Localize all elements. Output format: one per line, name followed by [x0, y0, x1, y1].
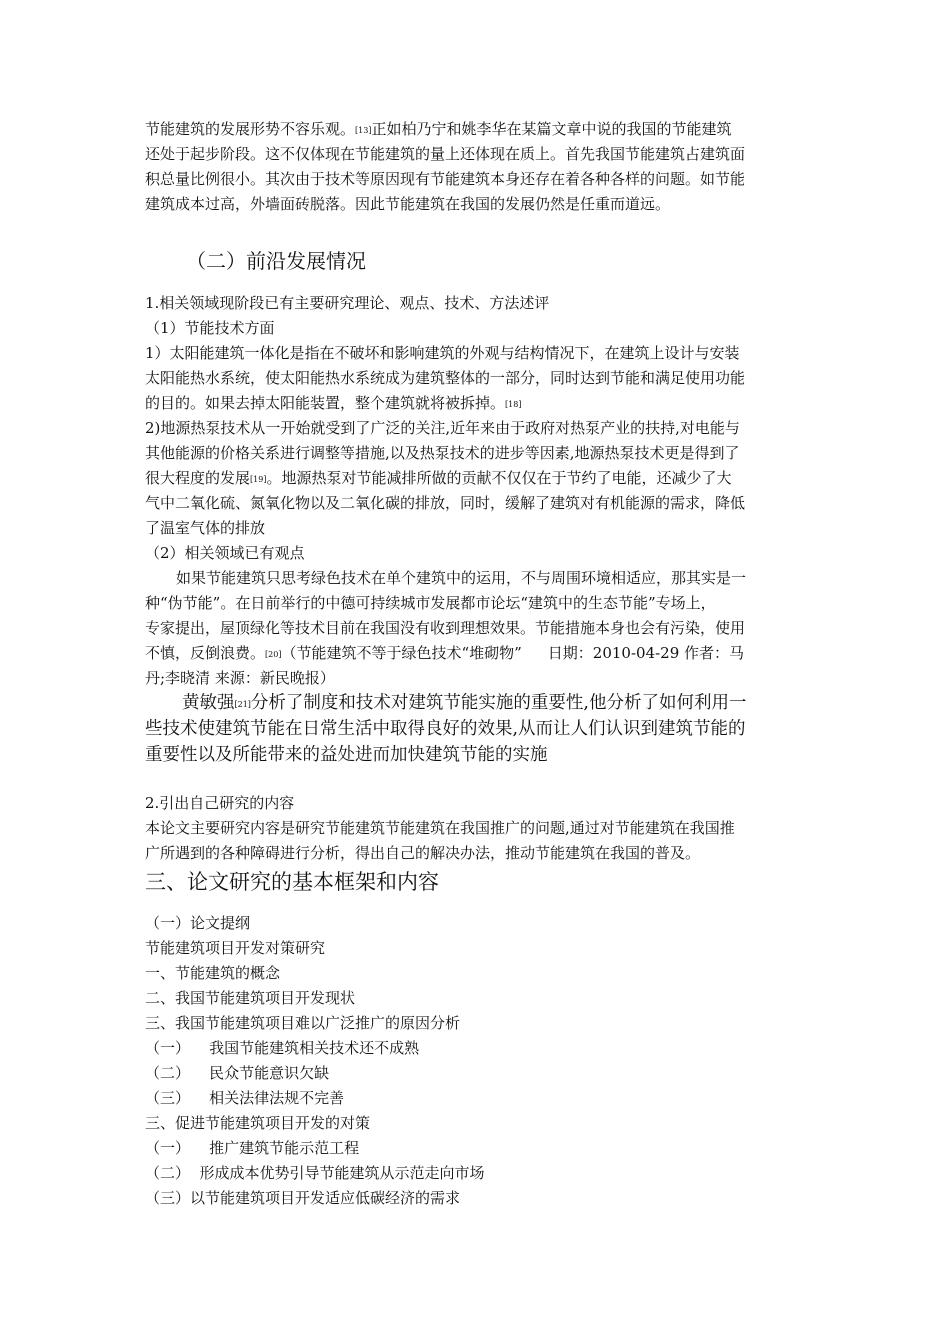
outline-item: （一） 推广建筑节能示范工程: [145, 1139, 360, 1157]
solar-line-2: 太阳能热水系统，使太阳能热水系统成为建筑整体的一部分，同时达到节能和满足使用功能: [145, 369, 746, 387]
outline-item: 三、我国节能建筑项目难以广泛推广的原因分析: [145, 1014, 461, 1032]
para1-line-4: 建筑成本过高，外墙面砖脱落。因此节能建筑在我国的发展仍然是任重而道远。: [145, 195, 671, 213]
outline-item: 一、节能建筑的概念: [145, 964, 281, 982]
heatpump-line-3: 很大程度的发展[19]。地源热泵对节能减排所做的贡献不仅仅在于节约了电能，还减少了大: [145, 469, 732, 487]
thesis-title: 节能建筑项目开发对策研究: [145, 939, 326, 957]
para1-line-3: 积总量比例很小。其次由于技术等原因现有节能建筑本身还存在着各种各样的问题。如节能: [145, 170, 746, 188]
views-line-5: 丹;李晓清 来源：新民晚报）: [145, 669, 335, 687]
citation: [21]: [234, 700, 251, 709]
outline-item: （三） 相关法律法规不完善: [145, 1089, 345, 1107]
solar-line-1: 1）太阳能建筑一体化是指在不破坏和影响建筑的外观与结构情况下，在建筑上设计与安装: [145, 344, 740, 362]
subheading: （1）节能技术方面: [145, 319, 275, 337]
heatpump-line-5: 了温室气体的排放: [145, 519, 266, 537]
outline-item: 二、我国节能建筑项目开发现状: [145, 989, 356, 1007]
huang-line-3: 重要性以及所能带来的益处进而加快建筑节能的实施: [145, 745, 548, 765]
citation: [18]: [505, 400, 522, 409]
para1-line-1: 节能建筑的发展形势不容乐观。[13]正如柏乃宁和姚李华在某篇文章中说的我国的节能建筑: [145, 120, 732, 138]
own-line-2: 广所遇到的各种障碍进行分析，得出自己的解决办法，推动节能建筑在我国的普及。: [145, 844, 701, 862]
outline-item: 三、促进节能建筑项目开发的对策: [145, 1114, 371, 1132]
para1-line-2: 还处于起步阶段。这不仅体现在节能建筑的量上还体现在质上。首先我国节能建筑占建筑面: [145, 145, 746, 163]
citation: [19]: [250, 475, 267, 484]
heatpump-line-2: 其他能源的价格关系进行调整等措施,以及热泵技术的进步等因素,地源热泵技术更是得到了: [145, 444, 740, 462]
citation: [13]: [355, 126, 372, 135]
huang-line-2: 些技术使建筑节能在日常生活中取得良好的效果,从而让人们认识到建筑节能的: [145, 719, 746, 739]
subheading: （2）相关领域已有观点: [145, 544, 305, 562]
heatpump-line-1: 2)地源热泵技术从一开始就受到了广泛的关注,近年来由于政府对热泵产业的扶持,对电能与: [145, 419, 740, 437]
views-line-2: 种“伪节能”。在日前举行的中德可持续城市发展都市论坛“建筑中的生态节能”专场上，: [145, 594, 716, 612]
outline-item: （三）以节能建筑项目开发适应低碳经济的需求: [145, 1189, 461, 1207]
views-line-4: 不慎，反倒浪费。[20]（节能建筑不等于绿色技术“堆砌物” 日期：2010-04-29 作者：马: [145, 644, 745, 662]
citation: [20]: [265, 650, 282, 659]
outline-item: （一） 我国节能建筑相关技术还不成熟: [145, 1039, 420, 1057]
heatpump-line-4: 气中二氧化硫、氮氧化物以及二氧化碳的排放，同时，缓解了建筑对有机能源的需求，降低: [145, 494, 746, 512]
item-heading: 1.相关领域现阶段已有主要研究理论、观点、技术、方法述评: [145, 294, 550, 312]
item-heading: 2.引出自己研究的内容: [145, 794, 295, 812]
section-heading: （二）前沿发展情况: [186, 249, 366, 273]
outline-item: （二） 民众节能意识欠缺: [145, 1064, 330, 1082]
outline-heading: （一）论文提纲: [145, 914, 251, 932]
views-line-1: 如果节能建筑只思考绿色技术在单个建筑中的运用，不与周围环境相适应，那其实是一: [176, 569, 747, 587]
outline-item: （二） 形成成本优势引导节能建筑从示范走向市场: [145, 1164, 485, 1182]
huang-line-1: 黄敏强[21]分析了制度和技术对建筑节能实施的重要性,他分析了如何利用一: [182, 693, 747, 713]
section-heading: 三、论文研究的基本框架和内容: [145, 870, 439, 894]
own-line-1: 本论文主要研究内容是研究节能建筑节能建筑在我国推广的问题,通过对节能建筑在我国推: [145, 819, 735, 837]
solar-line-3: 的目的。如果去掉太阳能装置，整个建筑就将被拆掉。[18]: [145, 394, 522, 412]
views-line-3: 专家提出，屋顶绿化等技术目前在我国没有收到理想效果。节能措施本身也会有污染，使用: [145, 619, 746, 637]
